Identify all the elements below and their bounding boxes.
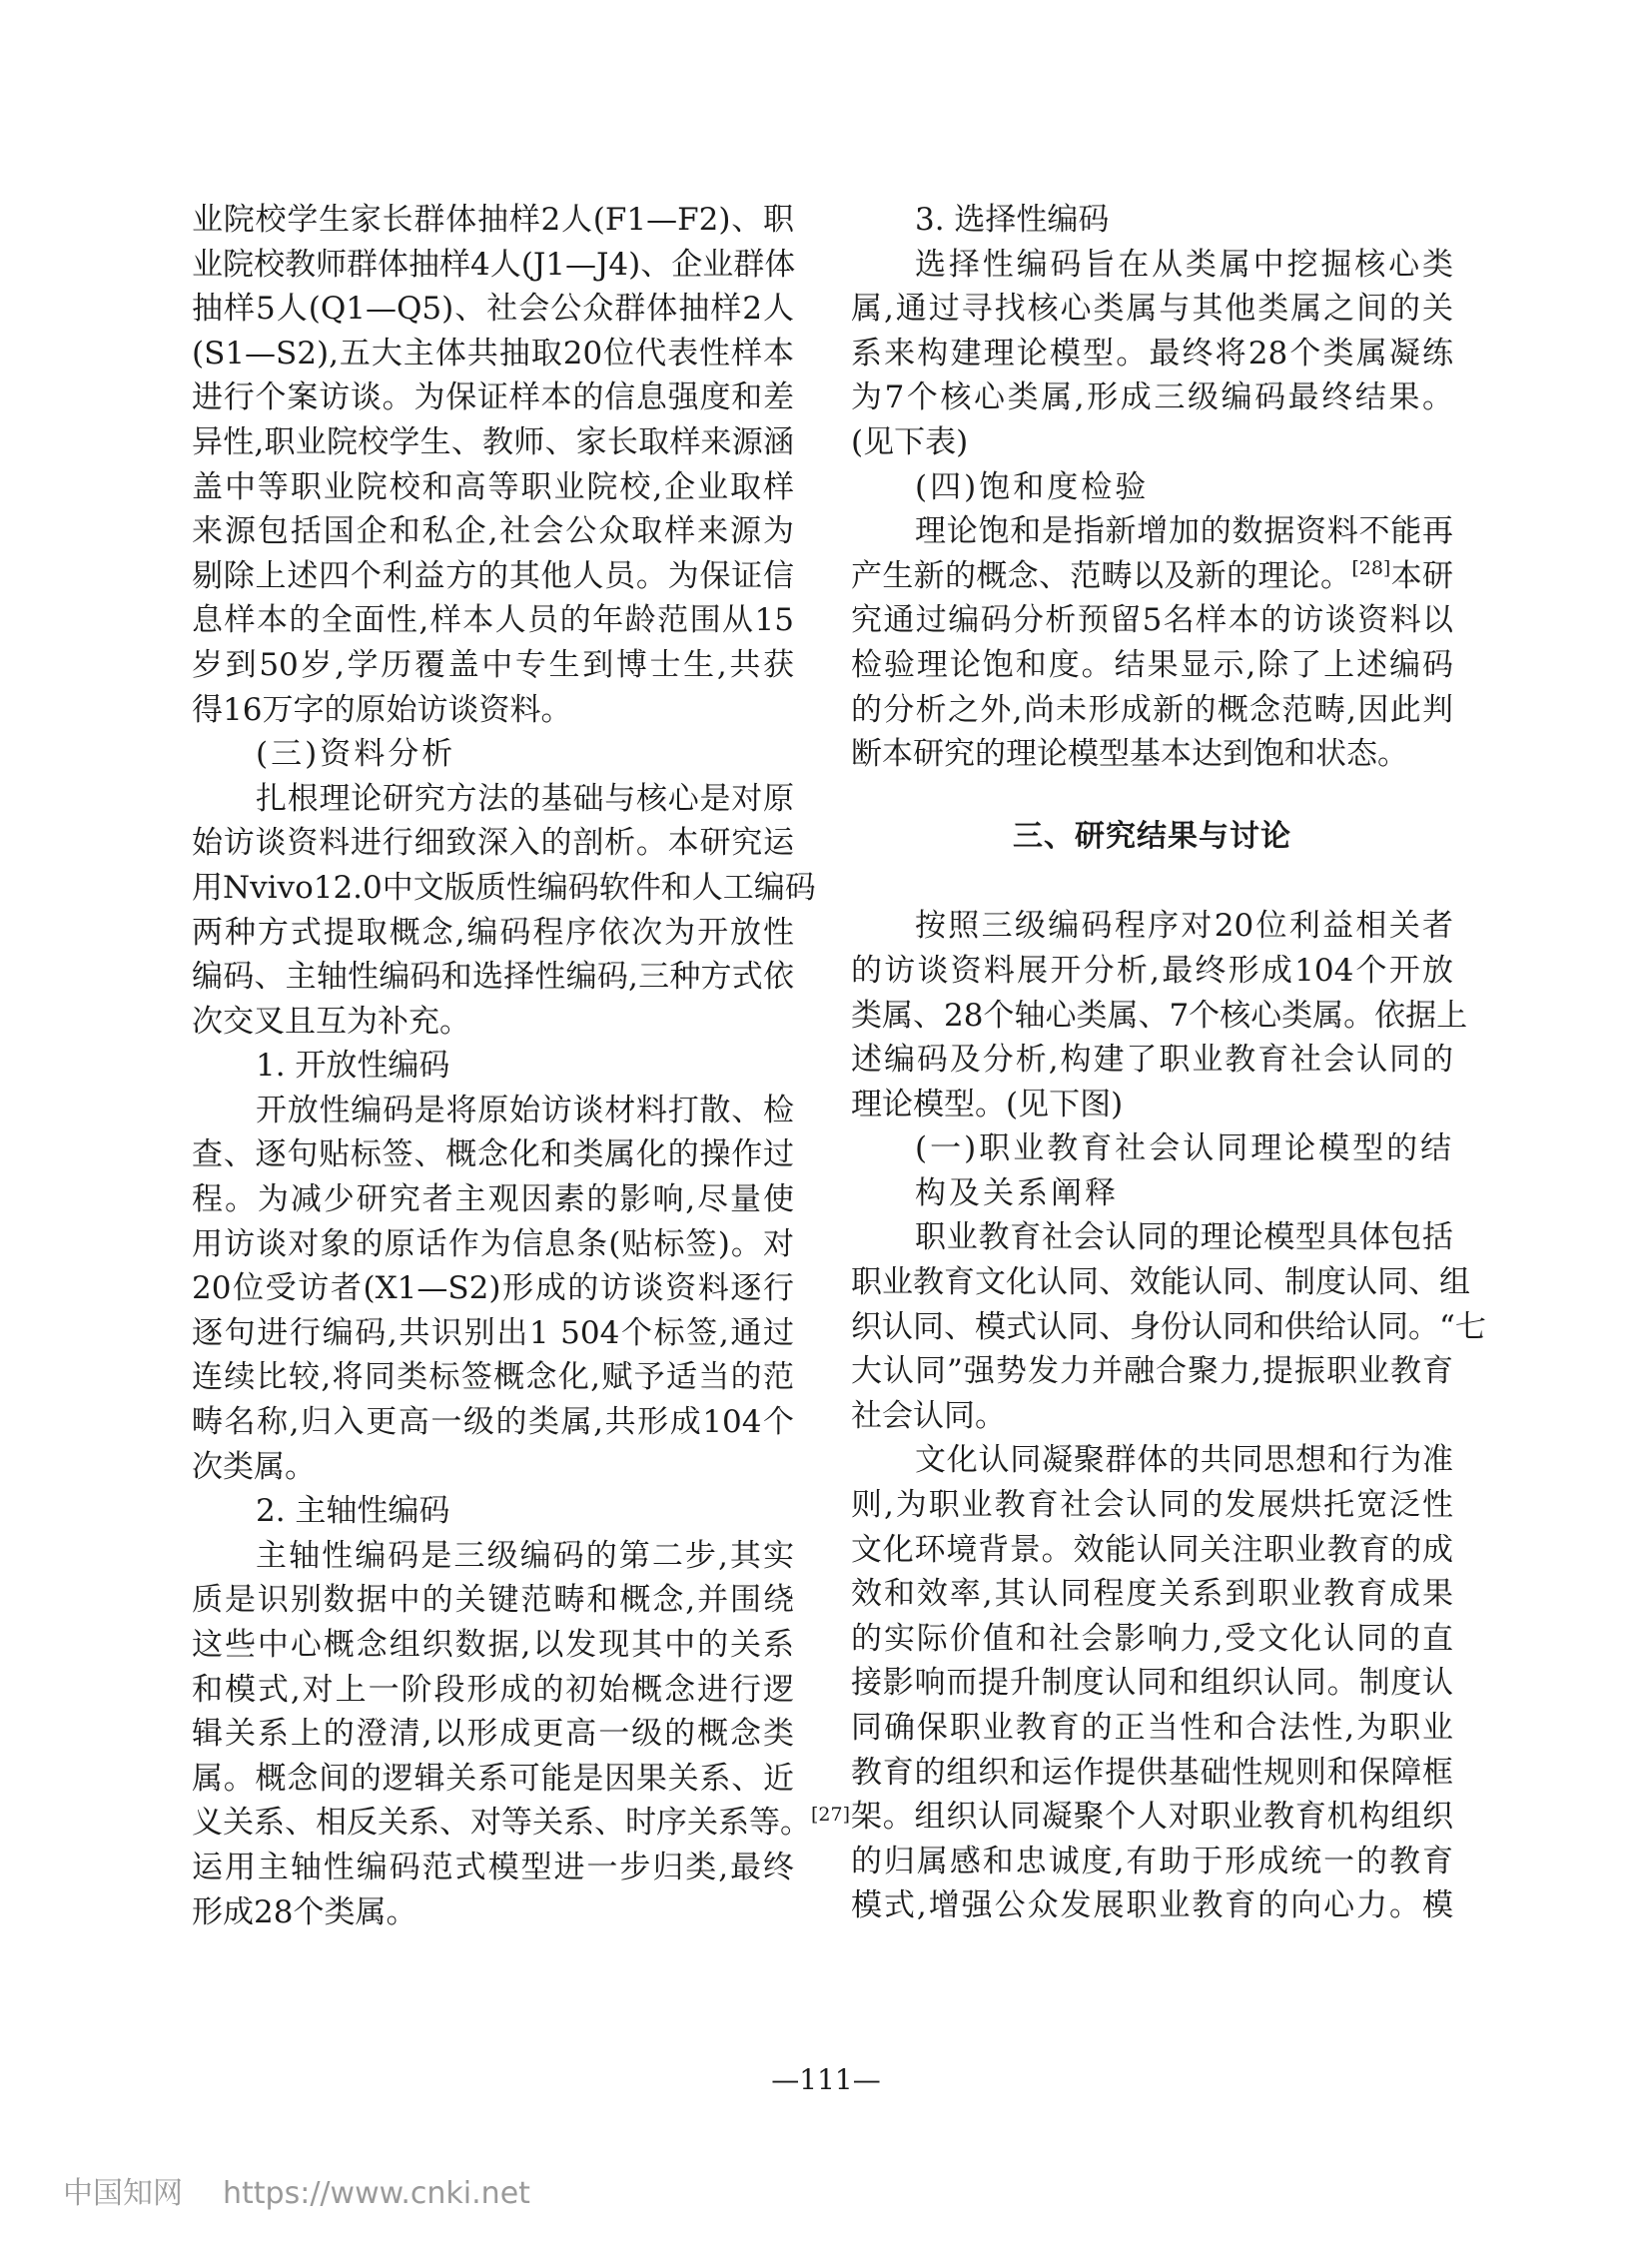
line-text: 辑关系上的澄清,以形成更高一级的概念类 [192,1716,794,1753]
text-line [192,688,794,733]
line-text: 模式,增强公众发展职业教育的向心力。模 [851,1887,1453,1924]
right-column [851,198,1486,1928]
line-text: 属,通过寻找核心类属与其他类属之间的关 [851,291,1453,328]
line-text: 形成28个类属。 [192,1893,417,1930]
line-text: 进行个案访谈。为保证样本的信息强度和差 [192,379,794,416]
line-text: 构及关系阐释 [915,1174,1119,1211]
text-line [851,949,1453,994]
text-line [192,1000,794,1045]
text-line [851,598,1453,643]
text-line [851,1394,1453,1439]
line-text: (一)职业教育社会认同理论模型的结 [915,1130,1455,1167]
line-text: 检验理论饱和度。结果显示,除了上述编码 [851,646,1453,683]
text-line [192,1400,794,1445]
text-line [851,375,1453,420]
text-line [851,1483,1453,1528]
line-text: 次类属。 [192,1448,316,1485]
line-text: (三)资料分析 [256,736,456,773]
text-line [851,1572,1453,1617]
line-text: 职业教育文化认同、效能认同、制度认同、组 [851,1264,1470,1301]
line-text: 得16万字的原始访谈资料。 [192,691,572,728]
citation-ref[interactable]: [27] [811,1804,851,1827]
line-text: (四)饱和度检验 [915,468,1150,505]
text-line [192,554,794,599]
text-line [192,1668,794,1713]
text-line [851,1528,1453,1573]
line-text: 究通过编码分析预留5名样本的访谈资料以 [851,602,1453,639]
line-text: 扎根理论研究方法的基础与核心是对原 [256,780,794,817]
subheading [851,198,1453,243]
text-line [851,332,1453,376]
text-line [851,420,1453,465]
line-text: 编码、主轴性编码和选择性编码,三种方式依 [192,959,794,996]
text-line [192,598,794,643]
line-text: 来源包括国企和私企,社会公众取样来源为 [192,513,794,550]
line-text: 3. 选择性编码 [915,202,1110,238]
line-text: 属。概念间的逻辑关系可能是因果关系、近 [192,1760,794,1797]
line-text: 业院校教师群体抽样4人(J1—J4)、企业群体 [192,246,796,283]
text-line [192,332,794,376]
text-line [192,465,794,510]
text-line [851,1840,1453,1884]
text-line [851,732,1453,777]
footer-brand: 中国知网 [63,2176,183,2211]
text-line [192,1445,794,1490]
line-text: 选择性编码旨在从类属中挖掘核心类 [915,246,1453,283]
footer-watermark [63,2168,530,2212]
citation-ref[interactable]: [28] [1351,556,1391,579]
line-text: 理论模型。(见下图) [851,1086,1124,1122]
line-text: 20位受访者(X1—S2)形成的访谈资料逐行 [192,1270,794,1307]
line-text: 社会认同。 [851,1397,1006,1434]
paragraph-first-line [192,1089,794,1133]
text-line [851,1305,1486,1350]
text-line [192,375,794,420]
line-text: 查、逐句贴标签、概念化和类属化的操作过 [192,1136,794,1173]
text-line [192,287,794,332]
line-text: 断本研究的理论模型基本达到饱和状态。 [851,736,1408,773]
line-text: 畴名称,归入更高一级的类属,共形成104个 [192,1404,794,1441]
line-text: 业院校学生家长群体抽样2人(F1—F2)、职 [192,202,794,238]
text-line [851,1706,1453,1751]
paragraph-first-line [851,904,1453,949]
text-line [851,1038,1453,1083]
text-line [192,1132,794,1177]
line-text: 系来构建理论模型。最终将28个类属凝练 [851,335,1453,372]
text-line [192,1578,794,1623]
section-heading [851,1126,1453,1171]
text-line [192,198,794,243]
line-text: 架。组织认同凝聚个人对职业教育机构组织 [851,1799,1453,1836]
line-text: 1. 开放性编码 [256,1048,450,1085]
text-line [192,1846,794,1890]
line-text: 的分析之外,尚未形成新的概念范畴,因此判 [851,691,1453,728]
text-line [192,1266,794,1311]
text-line [192,955,794,1000]
spacer [851,859,1453,904]
text-line [851,1795,1453,1840]
line-text: 岁到50岁,学历覆盖中专生到博士生,共获 [192,646,794,683]
line-text: 述编码及分析,构建了职业教育社会认同的 [851,1042,1453,1079]
line-text: 逐句进行编码,共识别出1 504个标签,通过 [192,1314,794,1351]
line-text: (见下表) [851,423,969,460]
line-text: 用访谈对象的原话作为信息条(贴标签)。对 [192,1225,794,1262]
line-text: 连续比较,将同类标签概念化,赋予适当的范 [192,1359,794,1396]
line-text: 文化认同凝聚群体的共同思想和行为准 [915,1442,1453,1479]
line-text: 质是识别数据中的关键范畴和概念,并围绕 [192,1582,794,1619]
text-line [192,1355,794,1400]
line-text: 两种方式提取概念,编码程序依次为开放性 [192,914,794,951]
line-text-cont: 本研 [1390,557,1454,594]
subheading [192,1044,794,1089]
text-line [851,1083,1453,1127]
section-heading [851,1171,1453,1216]
line-text: 文化环境背景。效能认同关注职业教育的成 [851,1531,1453,1568]
line-text: 抽样5人(Q1—Q5)、社会公众群体抽样2人 [192,291,794,328]
text-line [192,866,816,911]
section-heading [192,732,794,777]
paragraph-first-line [851,509,1453,554]
line-text: 开放性编码是将原始访谈材料打散、检 [256,1092,794,1128]
text-line [192,1712,794,1757]
line-text: 产生新的概念、范畴以及新的理论。 [851,557,1352,594]
line-text: 则,为职业教育社会认同的发展烘托宽泛性 [851,1487,1453,1524]
paragraph-first-line [851,1215,1453,1260]
paragraph-first-line [192,777,794,822]
text-line [851,1883,1453,1928]
line-text: 程。为减少研究者主观因素的影响,尽量使 [192,1181,794,1218]
line-text: 和模式,对上一阶段形成的初始概念进行逻 [192,1671,794,1708]
text-line [192,420,794,465]
line-text: 盖中等职业院校和高等职业院校,企业取样 [192,468,794,505]
line-text: 理论饱和是指新增加的数据资料不能再 [915,513,1453,550]
major-heading [851,815,1453,860]
line-text: 效和效率,其认同程度关系到职业教育成果 [851,1576,1453,1613]
left-column [192,198,851,1934]
text-line [192,1801,851,1846]
text-line [851,1617,1453,1662]
paragraph-first-line [192,1534,794,1579]
text-line [851,994,1468,1039]
text-line [851,1751,1453,1796]
text-line [192,1623,794,1668]
page-number: —111— [771,2063,881,2096]
text-line [851,554,1453,599]
text-line [192,1177,794,1222]
line-text: 剔除上述四个利益方的其他人员。为保证信 [192,557,794,594]
text-line [851,1349,1453,1394]
line-text: 三、研究结果与讨论 [1013,818,1291,854]
text-line [192,911,794,956]
text-line [192,1311,794,1356]
spacer [851,777,1453,815]
line-text: 义关系、相反关系、对等关系、时序关系等。 [192,1805,811,1842]
line-text: 同确保职业教育的正当性和合法性,为职业 [851,1710,1453,1746]
text-line [192,243,794,288]
line-text: 职业教育社会认同的理论模型具体包括 [915,1219,1453,1256]
line-text: 按照三级编码程序对20位利益相关者 [915,908,1453,945]
footer-url[interactable]: https://www.cnki.net [223,2176,530,2211]
text-line [192,509,794,554]
line-text: 息样本的全面性,样本人员的年龄范围从15 [192,602,794,639]
paragraph-first-line [851,1438,1453,1483]
text-line [192,1890,794,1935]
text-line [851,1260,1470,1305]
line-text: 的访谈资料展开分析,最终形成104个开放 [851,952,1453,989]
subheading [192,1489,794,1534]
section-heading [851,465,1453,510]
line-text: (S1—S2),五大主体共抽取20位代表性样本 [192,335,794,372]
line-text: 教育的组织和运作提供基础性规则和保障框 [851,1754,1453,1791]
text-line [192,643,794,688]
line-text: 类属、28个轴心类属、7个核心类属。依据上 [851,997,1468,1034]
text-line [851,688,1453,733]
line-text: 的实际价值和社会影响力,受文化认同的直 [851,1620,1453,1657]
line-text: 这些中心概念组织数据,以发现其中的关系 [192,1627,794,1663]
text-line [851,1661,1453,1706]
line-text: 主轴性编码是三级编码的第二步,其实 [256,1537,794,1574]
line-text: 织认同、模式认同、身份认同和供给认同。“七 [851,1308,1486,1345]
line-text: 2. 主轴性编码 [256,1493,450,1530]
line-text: 用Nvivo12.0中文版质性编码软件和人工编码 [192,869,816,906]
line-text: 的归属感和忠诚度,有助于形成统一的教育 [851,1843,1453,1879]
text-line [192,1757,794,1802]
line-text: 为7个核心类属,形成三级编码最终结果。 [851,379,1453,416]
line-text: 接影响而提升制度认同和组织认同。制度认 [851,1665,1453,1702]
line-text: 次交叉且互为补充。 [192,1003,470,1040]
text-line [192,821,794,866]
text-line [851,643,1453,688]
line-text: 运用主轴性编码范式模型进一步归类,最终 [192,1849,794,1885]
line-text: 大认同”强势发力并融合聚力,提振职业教育 [851,1353,1453,1390]
line-text: 异性,职业院校学生、教师、家长取样来源涵 [192,423,794,460]
text-line [192,1222,794,1267]
paragraph-first-line [851,243,1453,288]
line-text: 始访谈资料进行细致深入的剖析。本研究运 [192,825,794,862]
text-line [851,287,1453,332]
